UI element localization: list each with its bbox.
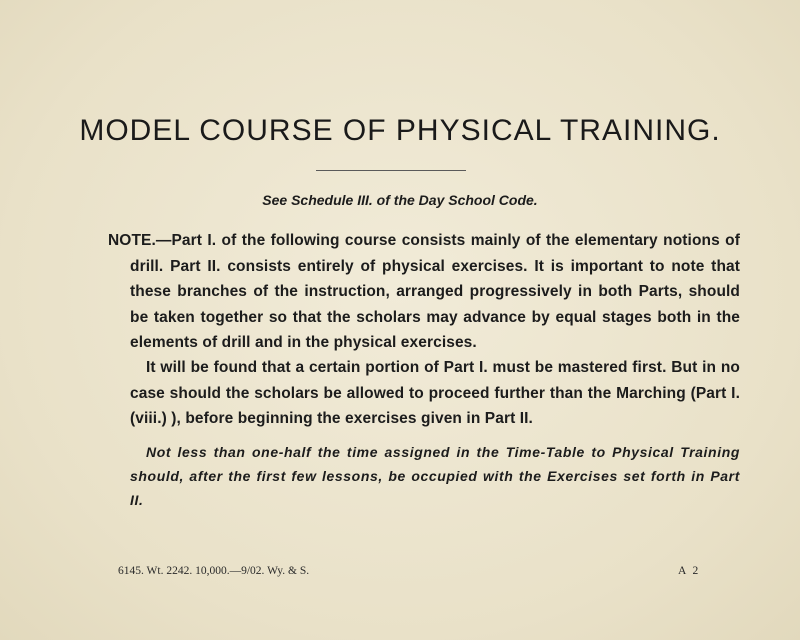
paragraph-mastery-text: It will be found that a certain portion of Part I. must be mastered first. But in no case should the scholars be allowed to proceed further than the Marching (Part I. (viii.) ), before beginning the exercises given in Part II. (130, 359, 740, 427)
printer-imprint: 6145. Wt. 2242. 10,000.—9/02. Wy. & S. (118, 565, 310, 577)
note-paragraph (108, 228, 740, 356)
signature-mark: A 2 (678, 565, 701, 577)
paragraph-mastery (130, 355, 740, 432)
page-title: MODEL COURSE OF PHYSICAL TRAINING. (79, 114, 721, 147)
subtitle: See Schedule III. of the Day School Code. (262, 192, 538, 208)
note-text: NOTE.—Part I. of the following course consists mainly of the elementary notions of drill. Part II. consists entirely of physical exercises. It is important to note that these branches of the instruction, arranged progressively in both Parts, should be taken together so that the scholars may advance by equal stages both in the elements of drill and in the physical exercises. (108, 232, 740, 351)
paragraph-time-allocation-text: Not less than one-half the time assigned in the Time-Table to Physical Training should, after the first few lessons, be occupied with the Exercises set forth in Part II. (130, 444, 740, 508)
paragraph-time-allocation (130, 440, 740, 512)
title-divider (316, 170, 466, 171)
